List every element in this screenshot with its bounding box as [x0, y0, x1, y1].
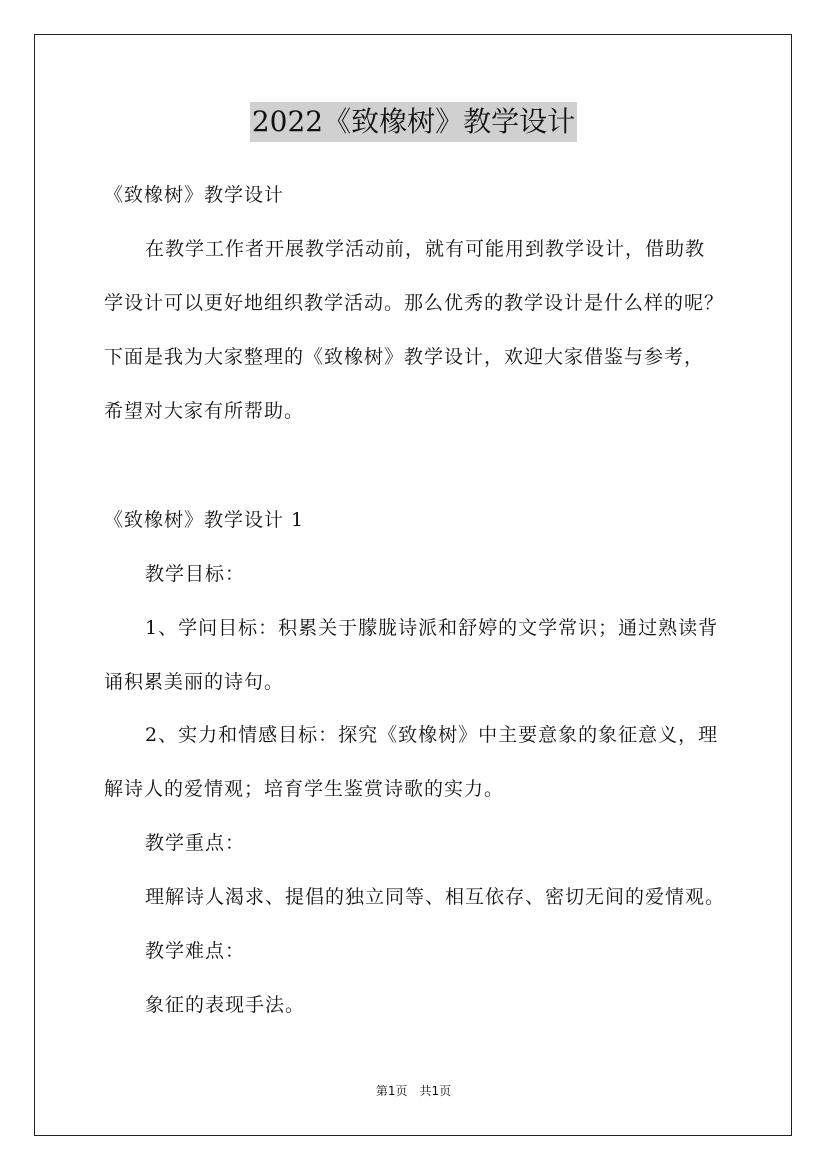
key-text: 理解诗人渴求、提倡的独立同等、相互依存、密切无间的爱情观。: [145, 886, 726, 908]
difficulty-text: 象征的表现手法。: [145, 994, 306, 1016]
goal2-line-2: 解诗人的爱情观；培育学生鉴赏诗歌的实力。: [104, 778, 505, 800]
goal1-line-1: 1、学问目标：积累关于朦胧诗派和舒婷的文学常识；通过熟读背: [145, 617, 719, 639]
title-wrap: [0, 102, 827, 142]
section-heading: 《致橡树》教学设计 1: [104, 509, 305, 531]
document-title: 2022《致橡树》教学设计: [250, 102, 577, 142]
intro-line-4: 希望对大家有所帮助。: [104, 400, 305, 422]
goal1-line-2: 诵积累美丽的诗句。: [104, 671, 285, 693]
goal2-line-1: 2、实力和情感目标：探究《致橡树》中主要意象的象征意义，理: [145, 724, 719, 746]
goals-label: 教学目标：: [145, 563, 246, 585]
difficulty-label: 教学难点：: [145, 940, 246, 962]
subtitle: 《致橡树》教学设计: [104, 184, 285, 206]
intro-line-2: 学设计可以更好地组织教学活动。那么优秀的教学设计是什么样的呢？: [104, 292, 725, 314]
intro-line-3: 下面是我为大家整理的《致橡树》教学设计，欢迎大家借鉴与参考，: [104, 346, 705, 368]
intro-line-1: 在教学工作者开展教学活动前，就有可能用到教学设计，借助教: [145, 238, 706, 260]
key-label: 教学重点：: [145, 832, 246, 854]
page-footer: 第1页 共1页: [375, 1084, 452, 1098]
